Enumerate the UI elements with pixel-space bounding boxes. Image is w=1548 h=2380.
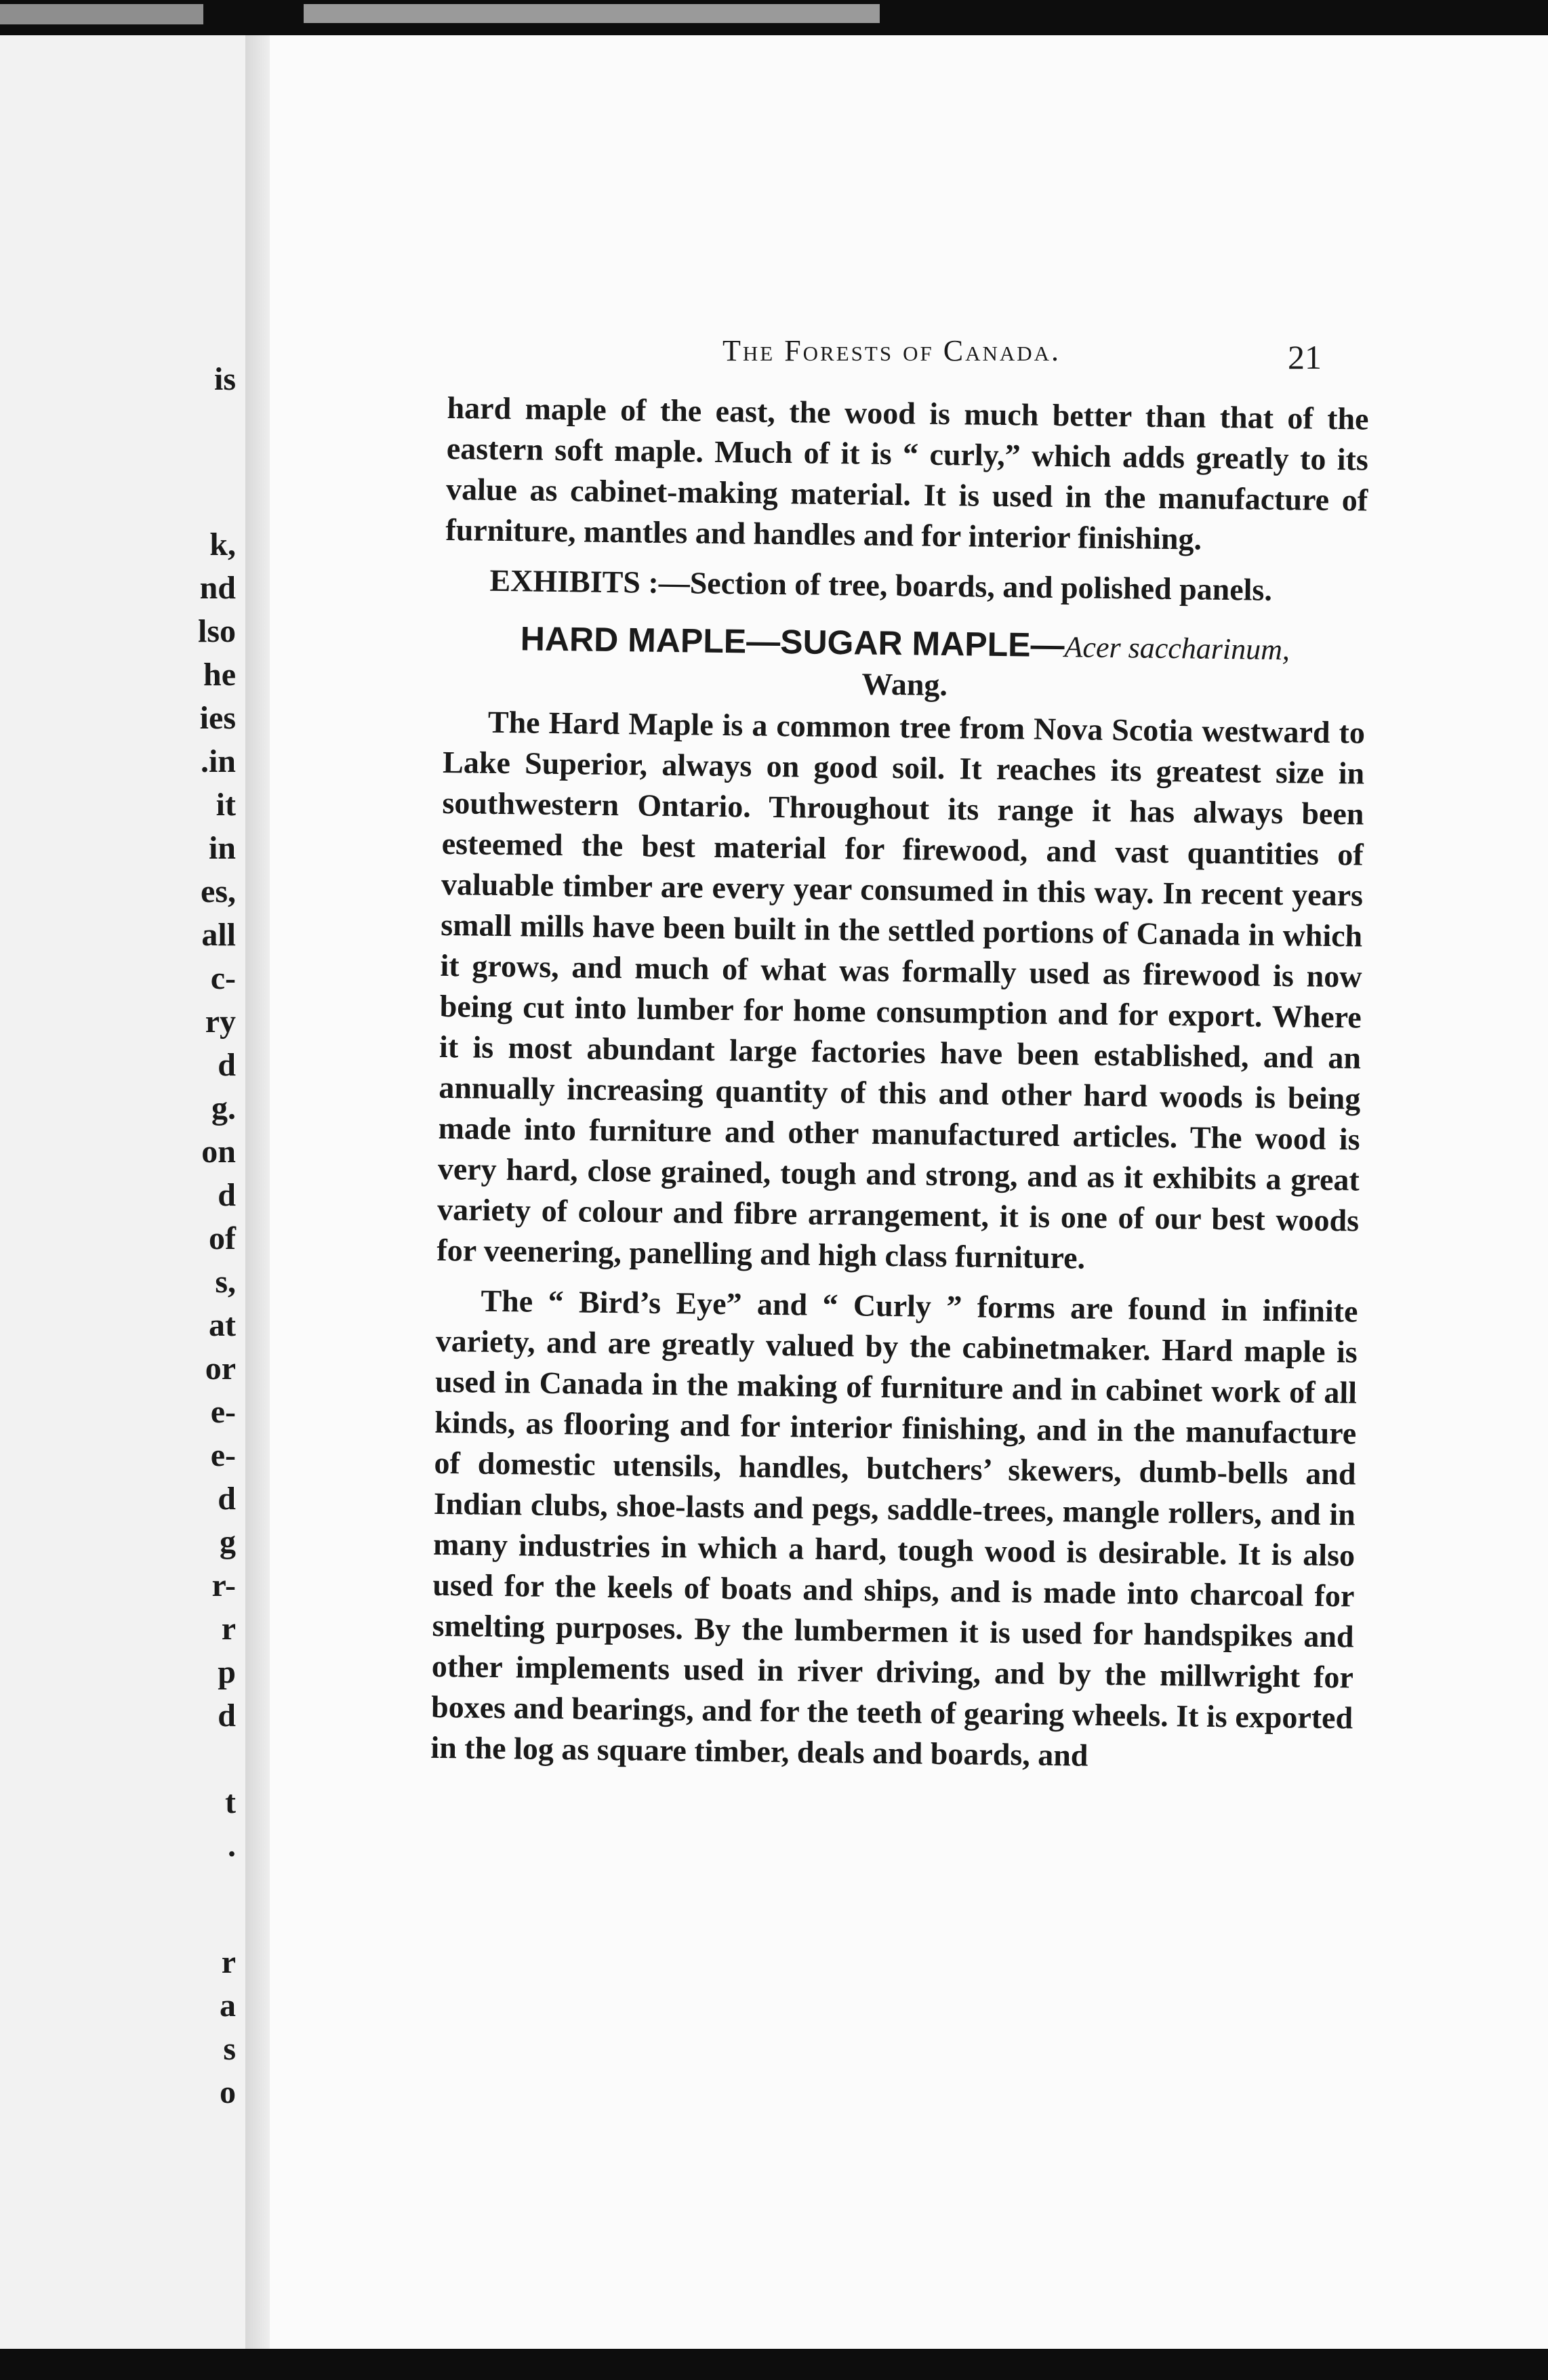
left-fragment: in <box>208 830 236 866</box>
left-fragment: on <box>201 1134 236 1170</box>
left-fragment: d <box>218 1047 236 1083</box>
running-title: The Forests of Canada. <box>722 334 1061 367</box>
left-fragment: ies <box>199 700 236 736</box>
left-fragment: s <box>223 2031 236 2067</box>
left-fragment: s, <box>215 1264 236 1300</box>
left-fragment: .in <box>200 743 236 779</box>
left-fragment: e- <box>210 1394 236 1430</box>
bottom-scan-border <box>0 2349 1548 2380</box>
left-fragment: d <box>218 1698 236 1733</box>
section-heading <box>443 618 1366 710</box>
left-fragment: a <box>220 1988 236 2024</box>
book-gutter <box>245 35 270 2356</box>
left-fragment: r- <box>211 1567 236 1603</box>
left-page-edge <box>0 35 247 2356</box>
scan-edge-left <box>0 4 203 24</box>
left-fragment: d <box>218 1177 236 1213</box>
left-fragment: r <box>221 1944 236 1980</box>
paragraph-birds-eye: The “ Bird’s Eye” and “ Curly ” forms are found in infinite variety, and are greatly valued by the cabinetmaker. Hard maple is used in Canada in the making of furniture and in cabinet work of all kinds, as flooring and for interior finishing, and in the manufacture of domestic utensils, handles, butchers’ skewers, dumb-bells and Indian clubs, shoe-lasts and pegs, saddle-trees, mangle rollers, and in many industries in which a hard, tough wood is desirable. It is also used for the keels of boats and ships, and is made into charcoal for smelting purposes. By the lumbermen it is used for handspikes and other implements used in river driving, and by the millwright for boxes and bearings, and for the teeth of gearing wheels. It is exported in the log as square timber, deals and boards, and <box>430 1283 1358 1773</box>
running-head <box>270 320 1548 374</box>
left-fragment: d <box>218 1481 236 1517</box>
left-fragment: p <box>218 1654 236 1690</box>
left-fragment: nd <box>199 570 236 606</box>
page-number: 21 <box>1288 338 1322 376</box>
left-fragment: he <box>203 657 236 693</box>
left-fragment: es, <box>201 874 236 909</box>
left-fragment: g <box>220 1524 236 1560</box>
left-fragment: e- <box>210 1437 236 1473</box>
paragraph-continuation: hard maple of the east, the wood is much better than that of the eastern soft maple. Much of it is “ curly,” which adds greatly to its value as cabinet-making material. It is used in the manufacture of furniture, mantles and handles and for interior finishing. <box>445 390 1369 556</box>
left-fragment: of <box>209 1220 236 1256</box>
left-fragment: or <box>205 1351 236 1387</box>
left-fragment: t <box>225 1784 236 1820</box>
left-fragment: c- <box>210 960 236 996</box>
heading-main: HARD MAPLE—SUGAR MAPLE— <box>520 619 1065 665</box>
left-fragment: g. <box>211 1090 236 1126</box>
left-fragment: ry <box>205 1004 236 1040</box>
right-page <box>270 35 1548 2356</box>
left-fragment: all <box>201 917 236 953</box>
left-fragment: lso <box>197 613 236 649</box>
left-fragment: is <box>213 361 236 397</box>
left-fragment: . <box>228 1828 236 1864</box>
paragraph-exhibits: EXHIBITS :—Section of tree, boards, and polished panels. <box>489 562 1273 607</box>
scan-edge-middle <box>304 4 880 23</box>
heading-latin-name: Acer saccharinum, <box>1064 630 1290 667</box>
left-fragment: o <box>220 2074 236 2110</box>
left-fragment: it <box>216 787 236 823</box>
left-fragment: k, <box>209 527 236 562</box>
heading-author: Wang. <box>861 666 948 703</box>
left-fragment: r <box>221 1611 236 1647</box>
paragraph-hard-maple: The Hard Maple is a common tree from Nova Scotia westward to Lake Superior, always on good soil. It reaches its greatest size in southwestern Ontario. Throughout its range it has always been esteemed the best material for firewood, and vast quantities of valuable timber are every year consumed in this way. In recent years small mills have been built in the settled portions of Canada in which it grows, and much of what was formally used as firewood is now being cut into lumber for home consumption and for export. Where it is most abundant large factories have been established, and an annually increasing quantity of this and other hard woods is being made into furniture and other manufactured articles. The wood is very hard, close grained, tough and strong, and as it exhibits a great variety of colour and fibre arrangement, it is one of our best woods for veenering, panelling and high class furniture. <box>436 704 1366 1275</box>
left-fragment: at <box>209 1307 236 1343</box>
body-text <box>430 388 1369 1779</box>
